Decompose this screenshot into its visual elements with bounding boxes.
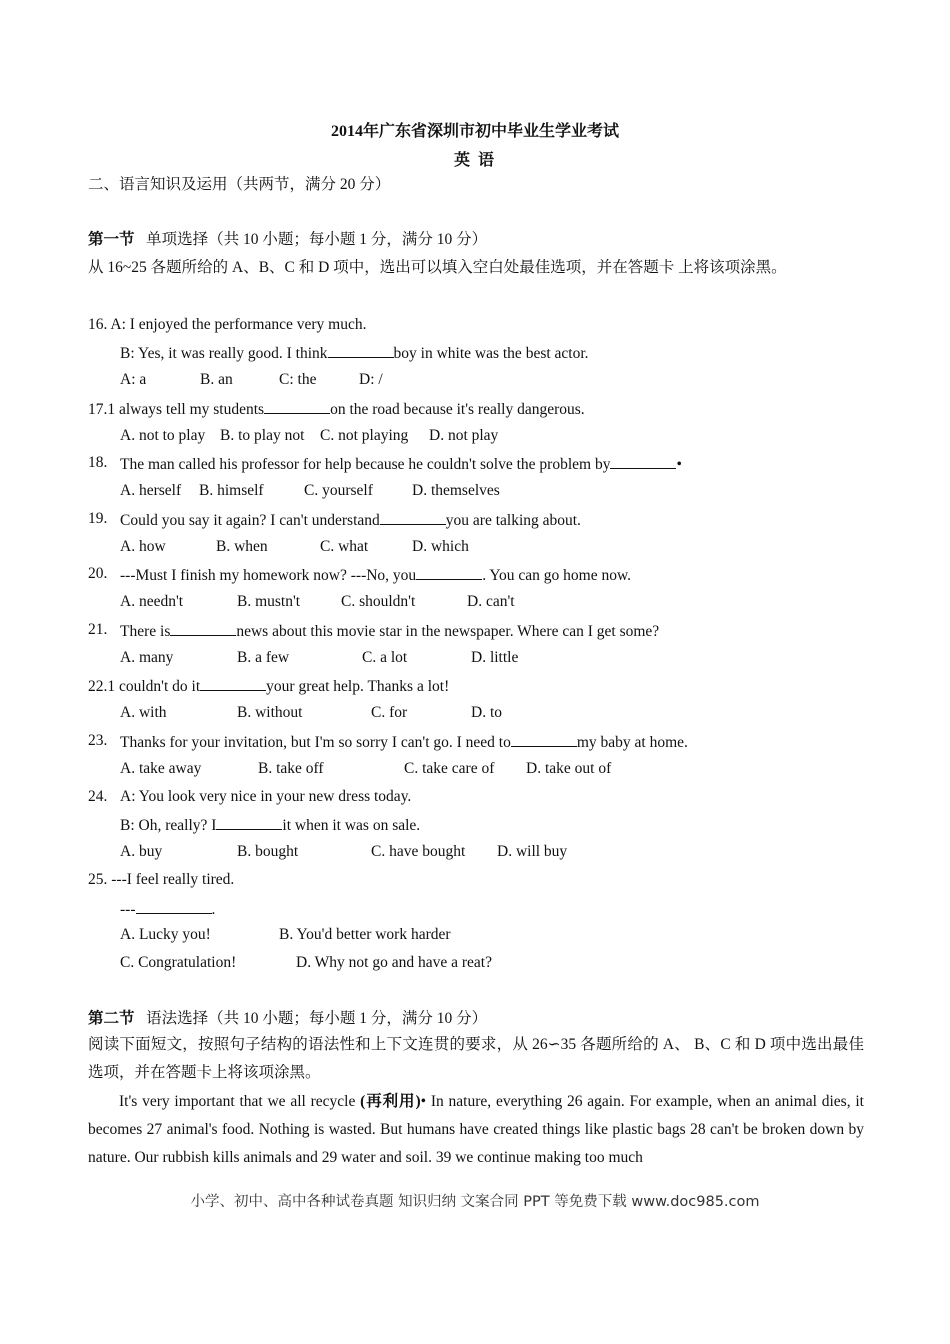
option-c: C. for (371, 704, 408, 721)
option-d: D. little (471, 649, 519, 666)
option-d: D. themselves (412, 482, 500, 499)
q21-stem: 21. There is news about this movie star in the newspaper. Where can I get some? (88, 621, 660, 640)
q25-stem-a: 25. ---I feel really tired. (88, 871, 235, 888)
option-d: D. will buy (497, 843, 568, 860)
option-b: B. himself (199, 482, 264, 499)
option-c: C. what (320, 538, 369, 555)
option-c: C. take care of (404, 760, 495, 777)
section2-title: 语法选择（共 10 小题；每小题 1 分，满分 10 分） (146, 1010, 488, 1027)
q16-stem-b: B: Yes, it was really good. I think boy in white was the best actor. (120, 342, 589, 364)
option-d: D. Why not go and have a reat? (296, 954, 492, 971)
q22-stem: 22.1 couldn't do it your great help. Thanks a lot! (88, 675, 449, 697)
option-b: B. take off (258, 760, 324, 777)
option-a: A. herself (120, 482, 182, 499)
section1-label: 第一节 (88, 231, 135, 248)
option-b: B. You'd better work harder (279, 926, 451, 943)
option-c: C: the (279, 371, 317, 388)
q24-stem-b: B: Oh, really? I it when it was on sale. (120, 814, 420, 836)
section2-instruction: 阅读下面短文，按照句子结构的语法性和上下文连贯的要求，从 26∽35 各题所给的 A、 B、C 和 D 项中选出最佳选项，并在答题卡上将该项涂黑。 (88, 1036, 864, 1081)
option-a: A. Lucky you! (120, 926, 211, 943)
option-d: D. not play (429, 427, 499, 444)
q20-stem: 20. ---Must I finish my homework now? ---No, you . You can go home now. (88, 565, 632, 584)
passage-text: It's very important that we all recycle (再利用)• In nature, everything 26 again. For example, when an animal dies, it becomes 27 animal's food. Nothing is wasted. But humans have created things like plastic bags 28 can't be broken down by nature. Our rubbish kills animals and 29 water and soil. 39 we continue making too much (88, 1093, 864, 1166)
option-b: B. without (237, 704, 303, 721)
option-d: D: / (359, 371, 383, 388)
option-c: C. yourself (304, 482, 373, 499)
answer-blank (610, 453, 676, 469)
option-c: C. shouldn't (341, 593, 416, 610)
q25-stem-b: --- . (120, 898, 215, 920)
option-d: D. can't (467, 593, 515, 610)
option-c: C. have bought (371, 843, 466, 860)
option-b: B. a few (237, 649, 290, 666)
option-d: D. which (412, 538, 469, 555)
option-c: C. not playing (320, 427, 409, 444)
option-a: A. with (120, 704, 167, 721)
section1-title: 单项选择（共 10 小题；每小题 1 分，满分 10 分） (146, 231, 488, 248)
part-heading: 二、语言知识及运用（共两节，满分 20 分） (88, 176, 391, 193)
option-a: A. not to play (120, 427, 206, 444)
answer-blank (200, 675, 266, 691)
option-c: C. a lot (362, 649, 408, 666)
q19-stem: 19. Could you say it again? I can't understand you are talking about. (88, 510, 581, 529)
q23-stem: 23. Thanks for your invitation, but I'm so sorry I can't go. I need to my baby at home. (88, 732, 688, 751)
answer-blank (216, 814, 282, 830)
option-a: A. buy (120, 843, 163, 860)
footer-note: 小学、初中、高中各种试卷真题 知识归纳 文案合同 PPT 等免费下载 www.doc985.com (190, 1194, 760, 1210)
option-a: A. many (120, 649, 174, 666)
answer-blank (416, 564, 482, 580)
option-b: B. when (216, 538, 268, 555)
option-a: A. take away (120, 760, 202, 777)
answer-blank (380, 509, 446, 525)
option-b: B. to play not (220, 427, 305, 444)
option-b: B. an (200, 371, 233, 388)
option-b: B. bought (237, 843, 299, 860)
section1-instruction: 从 16~25 各题所给的 A、B、C 和 D 项中，选出可以填入空白处最佳选项，并在答题卡 上将该项涂黑。 (88, 259, 787, 276)
option-d: D. to (471, 704, 502, 721)
option-b: B. mustn't (237, 593, 301, 610)
option-c: C. Congratulation! (120, 954, 237, 971)
option-a: A: a (120, 371, 147, 388)
section2-heading (88, 1009, 487, 1029)
option-d: D. take out of (526, 760, 612, 777)
exam-title: 2014年广东省深圳市初中毕业生学业考试 (330, 123, 619, 140)
option-a: A. needn't (120, 593, 184, 610)
section2-label: 第二节 (88, 1010, 135, 1027)
section1-heading (88, 230, 487, 250)
answer-blank (264, 398, 330, 414)
exam-subject: 英 语 (453, 152, 496, 169)
answer-blank (511, 731, 577, 747)
q24-stem-a: 24. A: You look very nice in your new dress today. (88, 788, 412, 805)
answer-blank (170, 620, 236, 636)
q18-stem: 18. The man called his professor for help because he couldn't solve the problem by • (88, 454, 682, 473)
answer-blank (136, 898, 212, 914)
option-a: A. how (120, 538, 166, 555)
answer-blank (328, 342, 394, 358)
q16-stem-a: 16. A: I enjoyed the performance very much. (88, 316, 367, 333)
q17-stem: 17.1 always tell my students on the road because it's really dangerous. (88, 398, 585, 420)
